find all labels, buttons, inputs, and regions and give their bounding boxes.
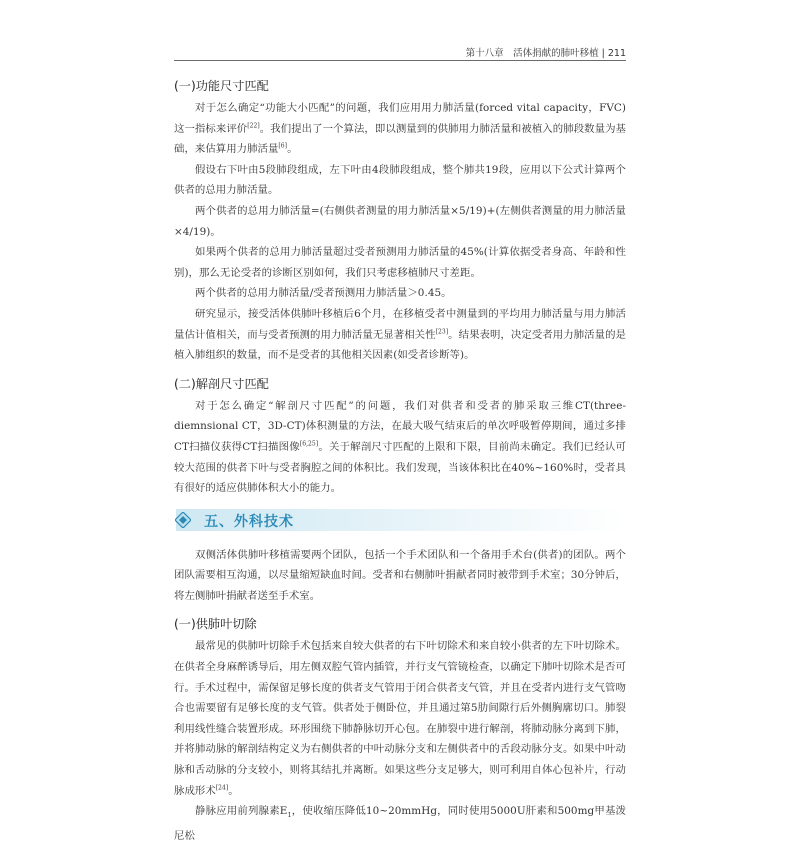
section-heading-functional-size: (一)功能尺寸匹配 bbox=[174, 79, 269, 93]
paragraph: 如果两个供者的总用力肺活量超过受者预测用力肺活量的45%(计算依据受者身高、年龄和性别)，那么无论受者的诊断区别如何，我们只考虑移植肺尺寸差距。 bbox=[174, 246, 626, 279]
paragraph: 假设右下叶由5段肺段组成，左下叶由4段肺段组成，整个肺共19段，应用以下公式计算两个供者的总用力肺活量。 bbox=[174, 163, 626, 197]
paragraph-text: 。我们提出了一个算法，即以测量到的供肺用力肺活量和被植入的肺段数量为基础，来估算用力肺活量 bbox=[174, 122, 626, 156]
paragraph-text: 对于怎么确定“解剖尺寸匹配”的问题，我们对供者和受者的肺采取三维CT(three-diemnsional CT，3D-CT)体积测量的方法，在最大吸气结束后的单次呼吸暂停期间，通过多排CT扫描仪获得CT扫描图像 bbox=[174, 399, 626, 453]
subscript: 1 bbox=[287, 811, 292, 820]
section-title-surgical-technique: 五、外科技术 bbox=[204, 513, 294, 530]
paragraph-text: 。 bbox=[287, 143, 298, 156]
citation: [22] bbox=[247, 122, 260, 130]
paragraph bbox=[174, 98, 626, 160]
paragraph bbox=[174, 636, 626, 801]
formula-paragraph: 两个供者的总用力肺活量=(右侧供者测量的用力肺活量×5/19)+(左侧供者测量的用力肺活量×4/19)。 bbox=[174, 204, 626, 238]
citation: [23] bbox=[435, 328, 449, 336]
formula-paragraph: 两个供者的总用力肺活量/受者预测用力肺活量＞0.45。 bbox=[195, 287, 452, 300]
paragraph-text: 。 bbox=[228, 784, 239, 797]
paragraph-text: ，使收缩压降低10~20mmHg，同时使用5000U肝素和500mg甲基泼尼松 bbox=[174, 805, 626, 842]
chapter-section-heading bbox=[174, 501, 626, 539]
citation: [6] bbox=[278, 142, 288, 150]
section-heading-donor-lobectomy: (一)供肺叶切除 bbox=[174, 617, 257, 632]
paragraph-text: 对于怎么确定“功能大小匹配”的问题，我们应用用力肺活量(forced vital capacity，FVC)这一指标来评价 bbox=[174, 102, 626, 135]
header-text: 第十八章 活体捐献的肺叶移植 | 211 bbox=[465, 48, 626, 59]
page-body bbox=[174, 74, 626, 846]
paragraph-text: 。结果表明，决定受者用力肺活量的是植入肺组织的数量，而不是受者的其他相关因素(如受者诊断等)。 bbox=[174, 328, 626, 362]
citation: [6,25] bbox=[299, 440, 319, 448]
running-header bbox=[174, 42, 626, 61]
paragraph-text: 研究显示，接受活体供肺叶移植后6个月，在移植受者中测量到的平均用力肺活量与用力肺活量估计值相关，而与受者预测的用力肺活量无显著相关性 bbox=[174, 307, 626, 341]
paragraph bbox=[174, 304, 626, 366]
paragraph-text: 。关于解剖尺寸匹配的上限和下限，目前尚未确定。我们已经认可较大范围的供者下叶与受者胸腔之间的体积比。我们发现，当该体积比在40%~160%时，受者具有很好的适应供肺体积大小的能力。 bbox=[174, 440, 626, 495]
paragraph bbox=[174, 801, 626, 846]
citation: [24] bbox=[215, 784, 229, 792]
paragraph bbox=[174, 396, 626, 499]
paragraph-text: 最常见的供肺叶切除手术包括来自较大供者的右下叶切除术和来自较小供者的左下叶切除术。在供者全身麻醉诱导后，用左侧双腔气管内插管，并行支气管镜检查，以确定下肺叶切除术是否可行。手术过程中，需保留足够长度的供者支气管用于闭合供者支气管，并且在受者内进行支气管吻合也需要留有足够长度的支气管。供者处于侧卧位，并且通过第5肋间隙行后外侧胸廓切口。肺裂利用线性缝合装置形成。环形围绕下肺静脉切开心包。在肺裂中进行解剖，将肺动脉分离到下肺，并将肺动脉的解剖结构定义为右侧供者的中叶动脉分支和左侧供者中的舌段动脉分支。如果中叶动脉和舌动脉的分支较小，则将其结扎并离断。如果这些分支足够大，则可利用自体心包补片，行动脉成形术 bbox=[174, 640, 626, 797]
paragraph-text: 静脉应用前列腺素E bbox=[195, 805, 288, 818]
paragraph: 双侧活体供肺叶移植需要两个团队，包括一个手术团队和一个备用手术台(供者)的团队。两个团队需要相互沟通，以尽量缩短缺血时间。受者和右侧肺叶捐献者同时被带到手术室；30分钟后，将左侧肺叶捐献者送至手术室。 bbox=[174, 548, 626, 602]
double-diamond-icon bbox=[175, 512, 191, 528]
section-heading-anatomic-size: (二)解剖尺寸匹配 bbox=[174, 376, 269, 391]
